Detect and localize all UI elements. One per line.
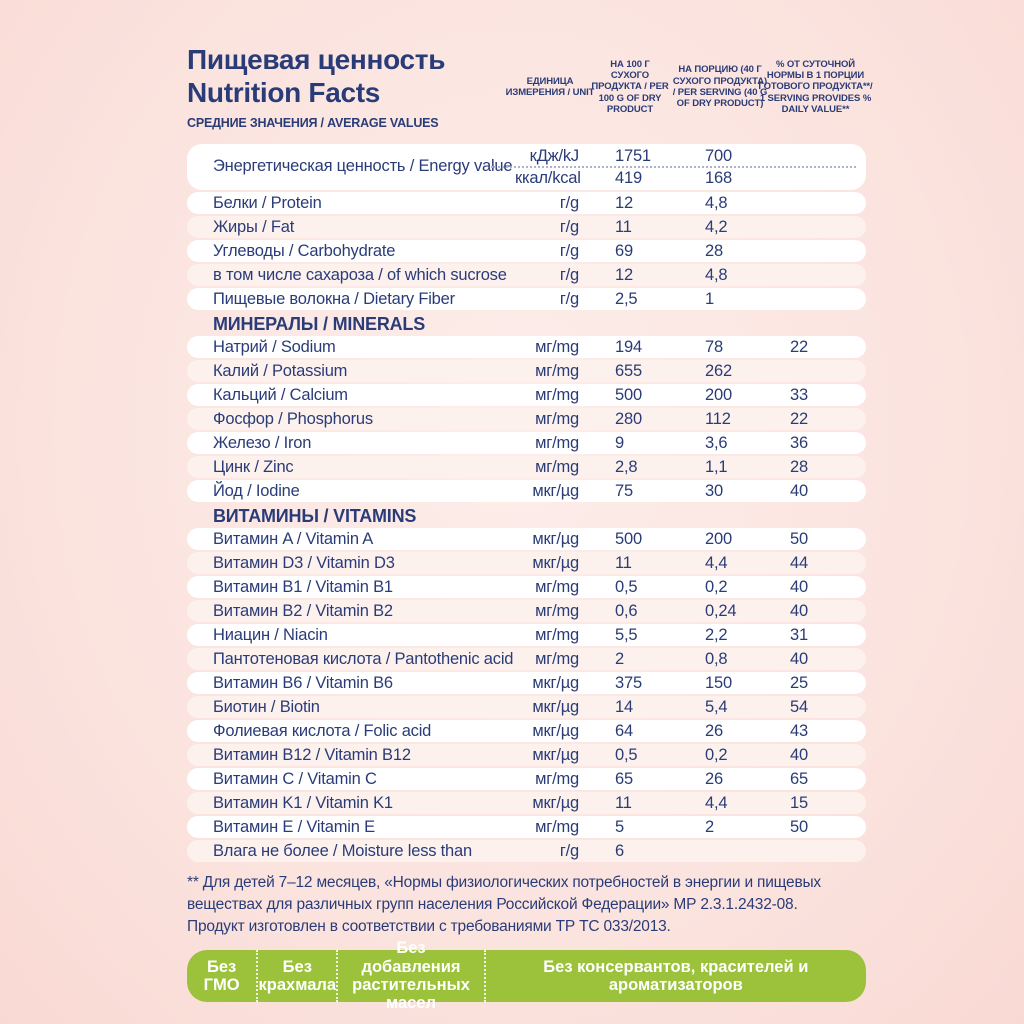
row-unit: мг/mg (535, 337, 579, 356)
row-unit: мг/mg (535, 433, 579, 452)
table-row (187, 192, 866, 214)
table-row (187, 792, 866, 814)
energy-line (515, 168, 866, 188)
table-row (187, 720, 866, 742)
row-value-serving: 26 (705, 721, 723, 740)
row-unit: мг/mg (535, 409, 579, 428)
row-label: Витамин K1 / Vitamin K1 (213, 793, 393, 812)
row-value-per100: 2 (615, 649, 624, 668)
table-row (187, 624, 866, 646)
nutrition-panel (187, 36, 873, 1013)
row-value-per100: 69 (615, 241, 633, 260)
row-value-serving: 5,4 (705, 697, 728, 716)
row-value-per100: 419 (615, 168, 642, 187)
row-value-daily: 40 (790, 601, 808, 620)
row-value-daily: 54 (790, 697, 808, 716)
row-label: Углеводы / Carbohydrate (213, 241, 396, 260)
table-row (187, 672, 866, 694)
row-label: Фолиевая кислота / Folic acid (213, 721, 432, 740)
row-value-daily: 25 (790, 673, 808, 692)
row-label: Пищевые волокна / Dietary Fiber (213, 289, 455, 308)
row-unit: г/g (559, 289, 579, 308)
row-value-daily: 40 (790, 577, 808, 596)
table-row (187, 288, 866, 310)
badge: Без консервантов, красителей и ароматизаторов (484, 950, 866, 1002)
row-unit: ккал/kcal (515, 168, 581, 187)
row-value-serving: 0,2 (705, 577, 728, 596)
table-row (187, 600, 866, 622)
row-label: Кальций / Calcium (213, 385, 348, 404)
nutrition-table (187, 144, 866, 862)
row-unit: мкг/µg (532, 481, 579, 500)
row-value-per100: 65 (615, 769, 633, 788)
table-row (187, 552, 866, 574)
row-unit: мг/mg (535, 361, 579, 380)
row-label: Витамин D3 / Vitamin D3 (213, 553, 395, 572)
row-label: Пантотеновая кислота / Pantothenic acid (213, 649, 514, 668)
row-value-serving: 200 (705, 385, 732, 404)
row-value-per100: 0,5 (615, 745, 638, 764)
claims-badge-bar (187, 939, 866, 1013)
row-value-daily: 36 (790, 433, 808, 452)
column-header-unit: ЕДИНИЦА ИЗМЕРЕНИЯ / UNIT (505, 75, 595, 98)
row-value-per100: 75 (615, 481, 633, 500)
row-value-per100: 11 (615, 793, 632, 812)
row-value-daily: 43 (790, 721, 808, 740)
row-label: Йод / Iodine (213, 481, 300, 500)
row-value-per100: 375 (615, 673, 642, 692)
row-value-per100: 194 (615, 337, 642, 356)
row-unit: мкг/µg (532, 553, 579, 572)
table-row (187, 576, 866, 598)
row-unit: г/g (559, 265, 579, 284)
row-value-per100: 280 (615, 409, 642, 428)
row-value-per100: 500 (615, 529, 642, 548)
row-label: Витамин A / Vitamin A (213, 529, 374, 548)
row-value-serving: 700 (705, 146, 732, 165)
row-value-per100: 9 (615, 433, 624, 452)
badge: Без крахмала (256, 950, 336, 1002)
row-label: Белки / Protein (213, 193, 322, 212)
row-label: в том числе сахароза / of which sucrose (213, 265, 507, 284)
row-unit: мг/mg (535, 649, 579, 668)
row-unit: мкг/µg (532, 673, 579, 692)
row-unit: г/g (559, 193, 579, 212)
row-unit: г/g (559, 841, 579, 860)
row-unit: кДж/kJ (529, 146, 579, 165)
row-unit: мг/mg (535, 625, 579, 644)
section-header: ВИТАМИНЫ / VITAMINS (213, 506, 417, 526)
table-row-energy (187, 144, 866, 190)
row-unit: мкг/µg (532, 793, 579, 812)
row-value-daily: 33 (790, 385, 808, 404)
row-value-serving: 4,2 (705, 217, 728, 236)
row-unit: мг/mg (535, 817, 579, 836)
row-label: Натрий / Sodium (213, 337, 336, 356)
page-subtitle: СРЕДНИЕ ЗНАЧЕНИЯ / AVERAGE VALUES (187, 116, 439, 131)
table-row (187, 240, 866, 262)
table-row (187, 528, 866, 550)
row-label: Ниацин / Niacin (213, 625, 328, 644)
row-value-per100: 655 (615, 361, 642, 380)
row-label: Витамин B2 / Vitamin B2 (213, 601, 393, 620)
table-row (187, 744, 866, 766)
row-value-per100: 14 (615, 697, 633, 716)
row-label: Жиры / Fat (213, 217, 295, 236)
row-label: Витамин E / Vitamin E (213, 817, 375, 836)
row-value-serving: 78 (705, 337, 723, 356)
row-value-daily: 50 (790, 817, 808, 836)
row-value-daily: 44 (790, 553, 808, 572)
row-value-daily: 22 (790, 409, 808, 428)
row-label: Витамин B1 / Vitamin B1 (213, 577, 393, 596)
footnote (187, 872, 866, 938)
row-value-daily: 40 (790, 649, 808, 668)
row-value-per100: 0,5 (615, 577, 638, 596)
row-value-per100: 500 (615, 385, 642, 404)
page-title-ru: Пищевая ценность (187, 43, 446, 75)
table-row (187, 840, 866, 862)
row-value-serving: 200 (705, 529, 732, 548)
row-unit: мг/mg (535, 457, 579, 476)
row-label: Витамин B12 / Vitamin B12 (213, 745, 411, 764)
row-value-per100: 6 (615, 841, 624, 860)
row-unit: мкг/µg (532, 529, 579, 548)
row-unit: мг/mg (535, 577, 579, 596)
energy-line (515, 146, 866, 166)
row-value-per100: 12 (615, 265, 633, 284)
row-value-serving: 30 (705, 481, 723, 500)
row-value-serving: 262 (705, 361, 732, 380)
row-value-serving: 150 (705, 673, 732, 692)
row-value-serving: 0,2 (705, 745, 728, 764)
row-value-per100: 1751 (615, 146, 651, 165)
row-label: Калий / Potassium (213, 361, 348, 380)
table-row (187, 264, 866, 286)
table-row (187, 480, 866, 502)
badge: Без добавления растительных масел (336, 950, 483, 1002)
table-row (187, 216, 866, 238)
column-header-daily-value: % ОТ СУТОЧНОЙ НОРМЫ В 1 ПОРЦИИ ГОТОВОГО ПРОДУКТА**/ 1 SERVING PROVIDES % DAILY VALUE** (758, 58, 873, 116)
table-row (187, 648, 866, 670)
row-unit: мг/mg (535, 385, 579, 404)
row-value-daily: 65 (790, 769, 808, 788)
row-value-daily: 15 (790, 793, 808, 812)
row-unit: г/g (559, 217, 579, 236)
row-value-per100: 11 (615, 553, 632, 572)
row-value-daily: 50 (790, 529, 808, 548)
row-value-per100: 2,8 (615, 457, 638, 476)
row-value-daily: 28 (790, 457, 808, 476)
row-value-serving: 1 (705, 289, 714, 308)
row-value-serving: 0,8 (705, 649, 728, 668)
row-value-serving: 2 (705, 817, 714, 836)
row-label: Железо / Iron (213, 433, 312, 452)
row-value-per100: 64 (615, 721, 633, 740)
row-label: Биотин / Biotin (213, 697, 320, 716)
table-row (187, 768, 866, 790)
table-header (187, 36, 873, 138)
title-block (187, 44, 515, 131)
row-value-per100: 5,5 (615, 625, 638, 644)
row-value-serving: 3,6 (705, 433, 728, 452)
row-value-serving: 0,24 (705, 601, 737, 620)
energy-values (515, 144, 866, 190)
section-header: МИНЕРАЛЫ / MINERALS (213, 314, 426, 334)
column-header-per100g: НА 100 Г СУХОГО ПРОДУКТА / PER 100 G OF DRY PRODUCT (591, 58, 669, 116)
row-value-serving: 26 (705, 769, 723, 788)
row-value-per100: 2,5 (615, 289, 638, 308)
row-label: Энергетическая ценность / Energy value (213, 157, 513, 176)
row-label: Цинк / Zinc (213, 457, 294, 476)
table-row (187, 360, 866, 382)
table-row (187, 696, 866, 718)
row-unit: мкг/µg (532, 721, 579, 740)
row-value-serving: 2,2 (705, 625, 728, 644)
page-title-en: Nutrition Facts (187, 76, 381, 108)
row-value-serving: 28 (705, 241, 723, 260)
row-unit: мкг/µg (532, 697, 579, 716)
footnote-line-1: ** Для детей 7–12 месяцев, «Нормы физиологических потребностей в энергии и пищевых веществах для различных групп населения Российской Федерации» МР 2.3.1.2432-08. (187, 874, 821, 913)
row-value-serving: 4,8 (705, 265, 728, 284)
table-row (187, 816, 866, 838)
row-value-daily: 40 (790, 745, 808, 764)
row-value-per100: 5 (615, 817, 624, 836)
row-unit: мг/mg (535, 601, 579, 620)
row-unit: мкг/µg (532, 745, 579, 764)
row-value-daily: 31 (790, 625, 808, 644)
table-row (187, 408, 866, 430)
row-value-serving: 4,4 (705, 553, 728, 572)
row-label: Витамин B6 / Vitamin B6 (213, 673, 393, 692)
row-label: Фосфор / Phosphorus (213, 409, 373, 428)
row-label: Витамин C / Vitamin C (213, 769, 377, 788)
row-value-per100: 11 (615, 217, 632, 236)
column-header-per-serving: НА ПОРЦИЮ (40 Г СУХОГО ПРОДУКТА) / PER SERVING (40 G OF DRY PRODUCT) (672, 64, 768, 110)
table-row (187, 432, 866, 454)
row-value-serving: 4,8 (705, 193, 728, 212)
row-value-serving: 168 (705, 168, 732, 187)
row-value-per100: 0,6 (615, 601, 638, 620)
row-value-serving: 4,4 (705, 793, 728, 812)
row-label: Влага не более / Moisture less than (213, 841, 472, 860)
footnote-line-2: Продукт изготовлен в соответствии с требованиями ТР ТС 033/2013. (187, 918, 671, 935)
row-value-daily: 40 (790, 481, 808, 500)
table-row (187, 384, 866, 406)
row-unit: г/g (559, 241, 579, 260)
row-value-daily: 22 (790, 337, 808, 356)
table-row (187, 336, 866, 358)
row-unit: мг/mg (535, 769, 579, 788)
row-value-serving: 1,1 (705, 457, 728, 476)
table-row (187, 456, 866, 478)
row-value-per100: 12 (615, 193, 633, 212)
row-value-serving: 112 (705, 409, 731, 428)
badge: Без ГМО (203, 957, 240, 994)
